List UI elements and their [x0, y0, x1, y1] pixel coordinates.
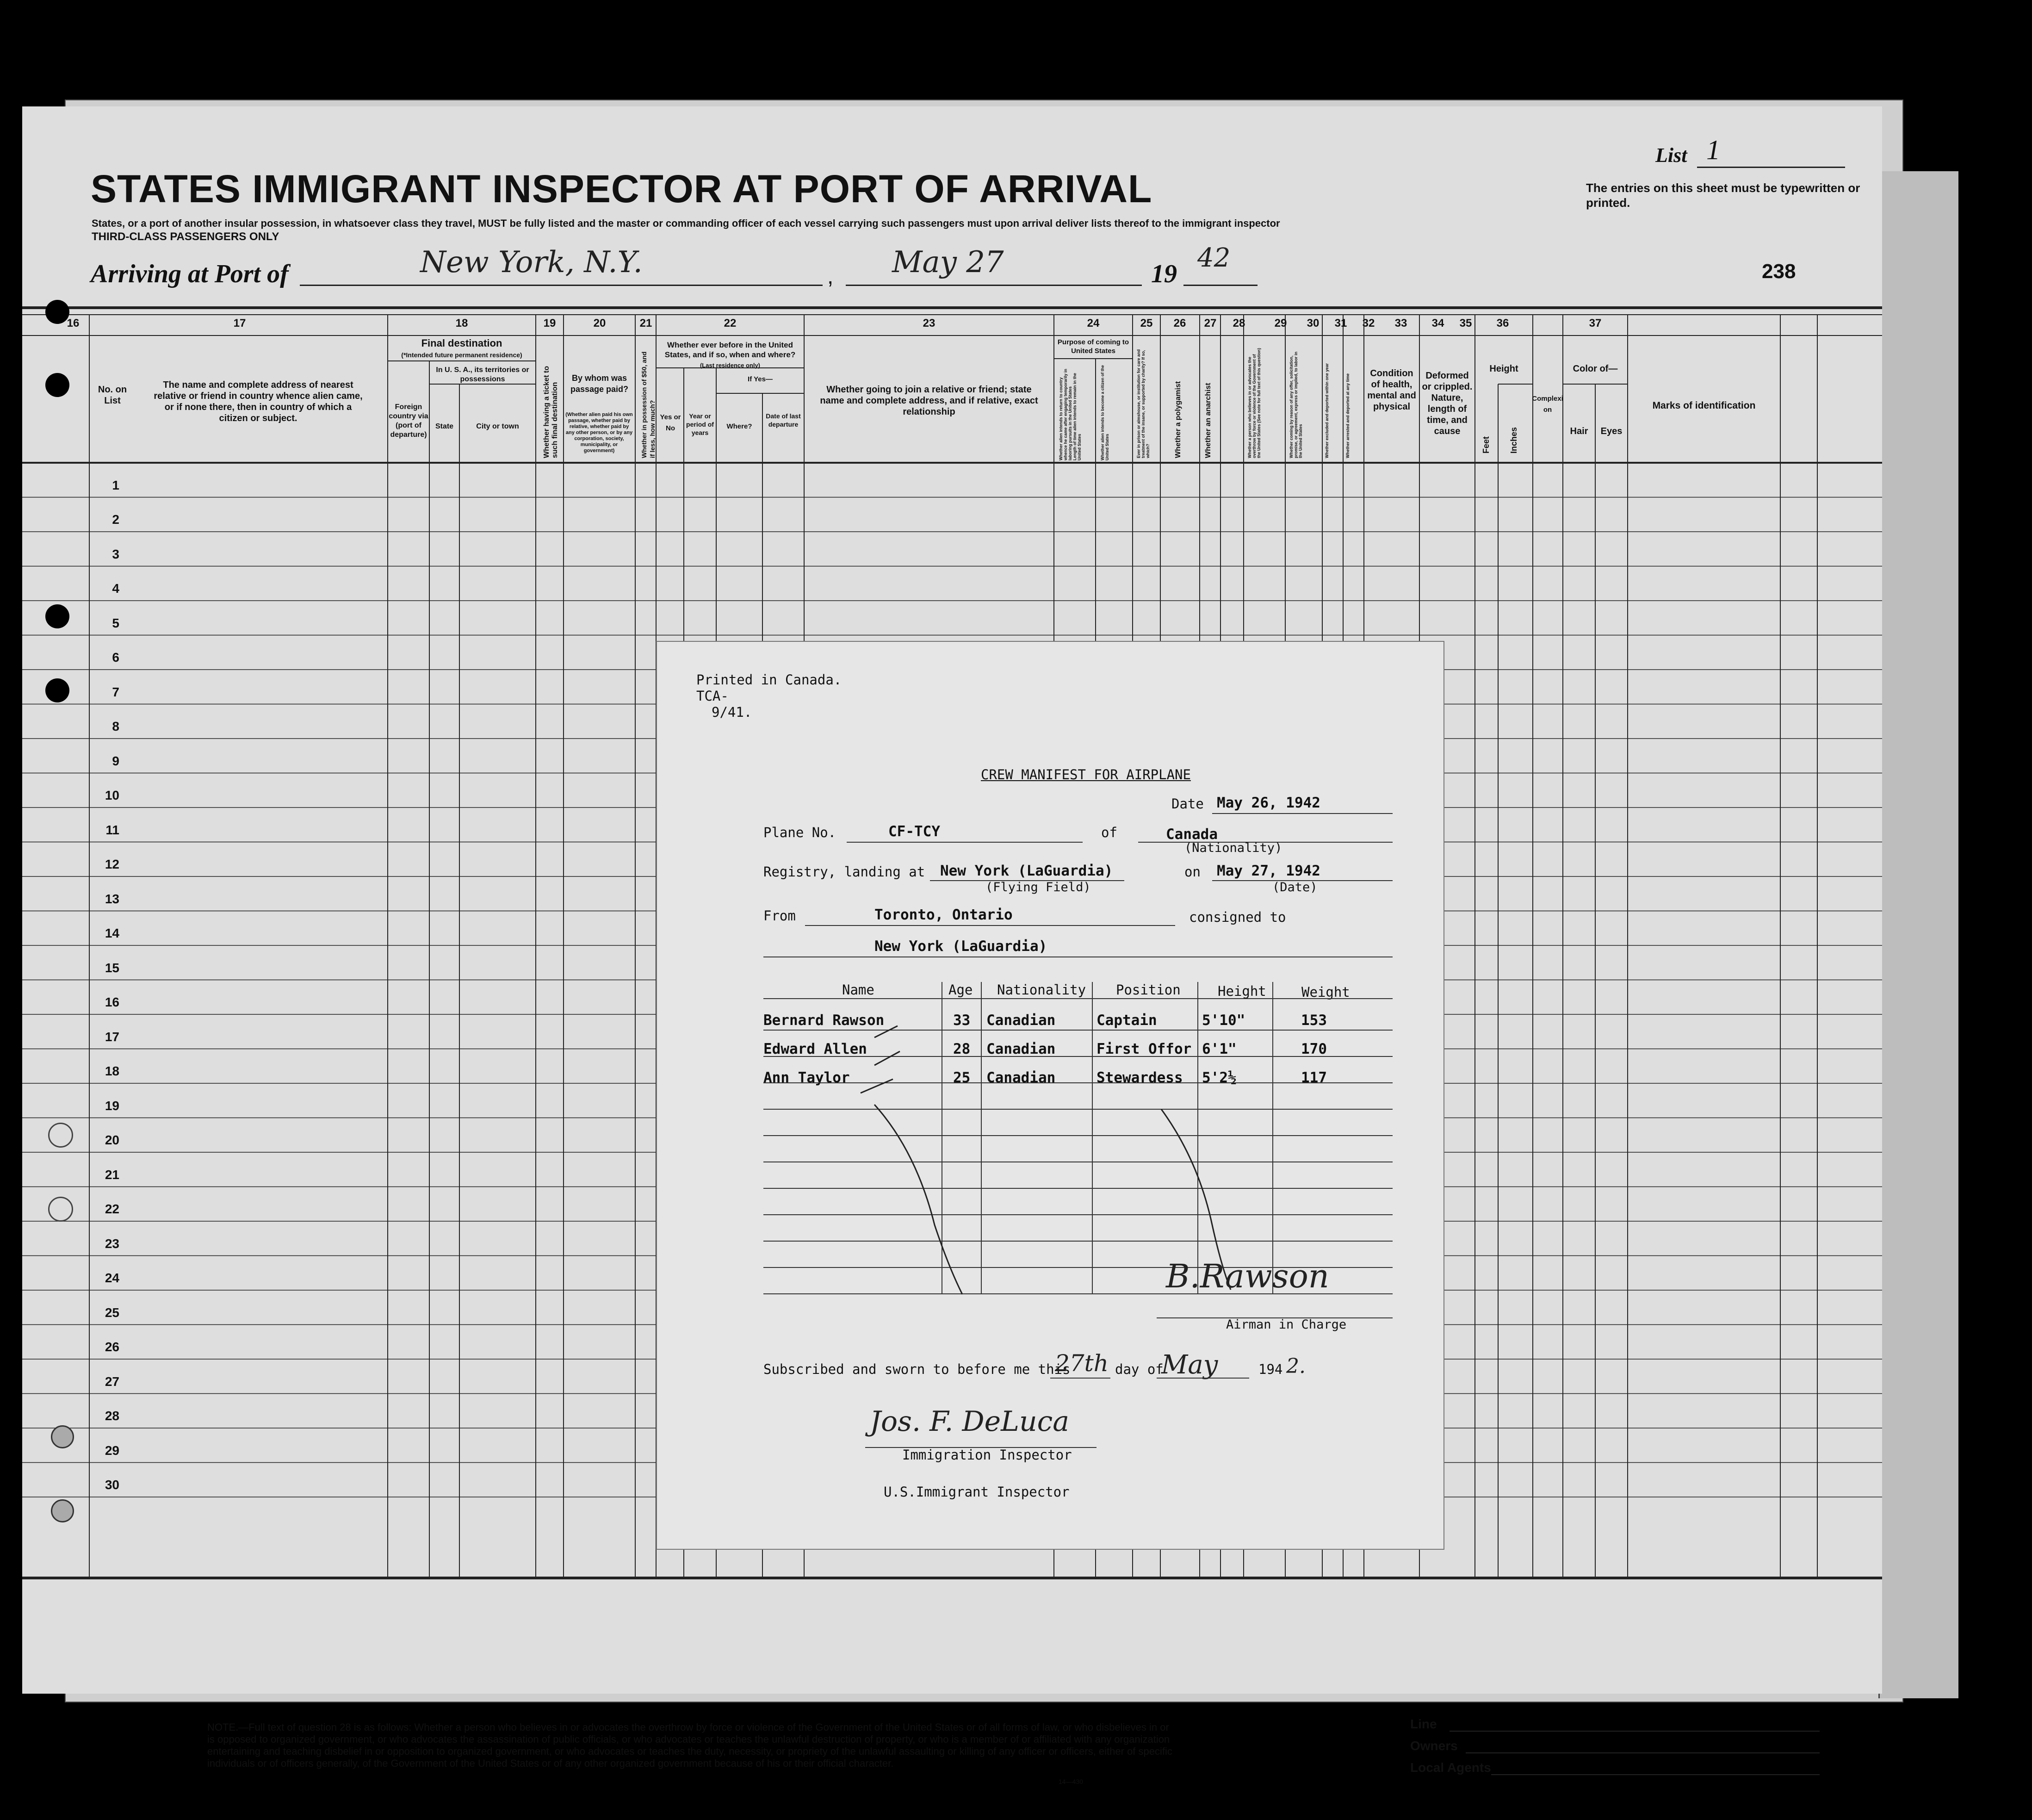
- col-num-34: 34: [1431, 317, 1444, 329]
- of-label: of: [1101, 825, 1117, 840]
- inspector-stamp: U.S.Immigrant Inspector: [884, 1484, 1070, 1500]
- list-label: List: [1655, 144, 1687, 167]
- row-number: 11: [105, 822, 119, 837]
- col-num-17: 17: [233, 317, 246, 329]
- row-number: 2: [112, 512, 119, 527]
- crew-cell-position: First Offor: [1097, 1041, 1192, 1057]
- row-number: 29: [105, 1443, 119, 1458]
- date-label: Date: [1171, 796, 1204, 812]
- row-number: 7: [112, 684, 119, 699]
- col-num-19: 19: [543, 317, 556, 329]
- from-value: Toronto, Ontario: [874, 907, 1013, 923]
- row-number: 14: [105, 926, 119, 940]
- col-num-29: 29: [1274, 317, 1287, 329]
- hdr-c18-state: State: [435, 422, 454, 430]
- hdr-c22-yesno: Yes or No: [660, 413, 681, 432]
- owners-label: Owners: [1410, 1739, 1458, 1753]
- hdr-c28: Whether a person who believes in or advocates the overthrow by force or violence of the Government of the United States (See note for full text of this question): [1247, 348, 1261, 458]
- binder-hole: [45, 300, 69, 324]
- registry-label: Registry, landing at: [763, 864, 925, 880]
- hdr-no-on-list: No. on List: [98, 385, 127, 406]
- crew-cell-age: 25: [953, 1069, 971, 1086]
- row-number: 18: [105, 1064, 119, 1078]
- plane-label: Plane No.: [763, 825, 836, 840]
- crew-cell-height: 5'2½: [1202, 1069, 1237, 1086]
- crew-cell-height: 6'1": [1202, 1041, 1237, 1057]
- row-number: 20: [105, 1133, 119, 1147]
- on-label: on: [1184, 864, 1201, 880]
- hdr-c30: Whether excluded and deported within one year: [1325, 363, 1329, 458]
- hdr-c24-title: Purpose of coming to United States: [1057, 338, 1129, 355]
- crew-cell-position: Stewardess: [1097, 1069, 1183, 1086]
- hdr-c34-inches: Inches: [1509, 427, 1518, 453]
- crew-cell-weight: 153: [1301, 1012, 1327, 1029]
- row-number: 1: [112, 478, 119, 492]
- row-number: 21: [105, 1167, 119, 1182]
- hdr-c35: Complexion: [1532, 395, 1563, 414]
- col-num-25: 25: [1140, 317, 1153, 329]
- list-number: 1: [1706, 135, 1720, 165]
- binder-hole: [45, 373, 69, 397]
- manifest-form-sheet: [22, 106, 1882, 1785]
- binder-hole: [45, 678, 69, 702]
- landing-date-value: May 27, 1942: [1217, 863, 1320, 879]
- year-handwritten: 42: [1197, 243, 1231, 273]
- binder-hole-reinforced: [51, 1499, 74, 1522]
- sworn-month-underline: [1157, 1378, 1249, 1379]
- hdr-c33: Deformed or crippled. Nature, length of time, and cause: [1422, 371, 1473, 436]
- col-num-33: 33: [1394, 317, 1407, 329]
- col-num-35: 35: [1459, 317, 1472, 329]
- crew-cell-weight: 170: [1301, 1041, 1327, 1057]
- col-num-22: 22: [724, 317, 737, 329]
- crew-cell-age: 28: [953, 1041, 971, 1057]
- col-num-18: 18: [455, 317, 468, 329]
- entries-note: The entries on this sheet must be typewritten or printed.: [1586, 181, 1860, 210]
- crew-cell-age: 33: [953, 1012, 971, 1029]
- hdr-c36-title: Color of—: [1573, 364, 1618, 374]
- airman-label: Airman in Charge: [1226, 1317, 1347, 1332]
- hdr-c18-foreign: Foreign country via (port of departure): [389, 403, 428, 439]
- crew-cell-name: Ann Taylor: [763, 1069, 850, 1086]
- row-number: 25: [105, 1305, 119, 1320]
- printed-in-label: Printed in Canada.: [696, 672, 842, 688]
- form-code-2: 9/41.: [712, 704, 752, 720]
- hdr-c18-title: Final destination: [421, 337, 502, 349]
- row-number: 24: [105, 1271, 119, 1285]
- row-number: 30: [105, 1478, 119, 1492]
- row-number: 6: [112, 650, 119, 665]
- row-number: 27: [105, 1374, 119, 1389]
- hdr-c29: Whether coming by reason of any offer, solicitation, promise, or agreement, express or implied, to labor in the United States: [1289, 351, 1303, 458]
- th-weight: Weight: [1301, 984, 1350, 1000]
- row-number: 10: [105, 788, 119, 802]
- hdr-c31: Whether arrested and deported at any time: [1345, 373, 1350, 458]
- comma: ,: [827, 264, 834, 289]
- background-sheet-edge: [1878, 171, 1958, 1698]
- inspector-signature: Jos. F. DeLuca: [870, 1405, 1070, 1438]
- day-of-label: day of: [1115, 1361, 1164, 1377]
- hdr-c22-ifyes: If Yes—: [748, 375, 773, 383]
- sworn-year-hand: 2.: [1286, 1354, 1306, 1378]
- row-number: 13: [105, 891, 119, 906]
- binder-hole-reinforced: [48, 1123, 73, 1148]
- hdr-c20-title: By whom was passage paid?: [570, 373, 629, 394]
- hdr-c22-year: Year or period of years: [686, 412, 714, 436]
- binder-hole: [45, 604, 69, 628]
- year-printed: 19: [1151, 260, 1177, 288]
- hdr-c24-c: Whether alien intends to become a citizen of the United States: [1100, 365, 1109, 460]
- binder-hole-reinforced: [51, 1425, 74, 1448]
- manifest-title: CREW MANIFEST FOR AIRPLANE: [981, 767, 1191, 783]
- page-number: 238: [1762, 260, 1796, 283]
- col-num-30: 30: [1307, 317, 1320, 329]
- date-value: May 26, 1942: [1217, 795, 1320, 811]
- col-num-37: 37: [1589, 317, 1602, 329]
- row-number: 26: [105, 1340, 119, 1354]
- th-name: Name: [842, 982, 874, 998]
- crew-cell-name: Bernard Rawson: [763, 1012, 885, 1029]
- sworn-year-printed: 194: [1258, 1361, 1283, 1377]
- col-num-27: 27: [1204, 317, 1217, 329]
- hdr-c25: Ever in prison or almshouse, or institution for care and treatment of the insane, or supported by charity? If so, which?: [1136, 349, 1150, 458]
- flying-field-label: (Flying Field): [985, 880, 1091, 894]
- col-num-26: 26: [1173, 317, 1186, 329]
- binder-hole-reinforced: [48, 1197, 73, 1222]
- agents-underline: [1491, 1774, 1820, 1775]
- crew-cell-weight: 117: [1301, 1069, 1327, 1086]
- col-num-31: 31: [1334, 317, 1347, 329]
- footer-note: NOTE.—Full text of question 28 is as follows: Whether a person who believes in or advocates the overthrow by force or violence of the Government of the United States or of all forms of law, or who disbelieves in or is opposed to organized government, or who advocates the assassination of public officials, or who advocates or teaches the unlawful destruction of property, or who is a member of or affiliated with any organization entertaining and teaching disbelief in or opposition to organized government, or who advocates or teaches the duty, necessity, or propriety of the unlawful assaulting or killing of any officer or officers, either of specific individuals or of officers generally, of the Government of the United States or of any other organized government because of his or their official character.: [207, 1721, 1172, 1769]
- landing-value: New York (LaGuardia): [940, 863, 1113, 879]
- crew-cell-nationality: Canadian: [986, 1041, 1056, 1057]
- crew-cell-height: 5'10": [1202, 1012, 1245, 1029]
- hdr-c23: Whether going to join a relative or friend; state name and complete address, and if relative, exact relationship: [820, 385, 1038, 417]
- row-number: 8: [112, 719, 119, 733]
- row-number: 12: [105, 857, 119, 871]
- inspector-label: Immigration Inspector: [902, 1447, 1072, 1463]
- hdr-c24-a: Whether alien intends to return to country whence he came after engaging temporarily in laboring pursuits in the United States: [1059, 368, 1072, 460]
- airman-signature: B.Rawson: [1166, 1257, 1329, 1295]
- col-num-36: 36: [1496, 317, 1509, 329]
- row-number: 23: [105, 1236, 119, 1251]
- hdr-c32: Condition of health, mental and physical: [1367, 368, 1416, 412]
- crew-cell-nationality: Canadian: [986, 1069, 1056, 1086]
- owners-underline: [1466, 1752, 1820, 1753]
- crew-cell-nationality: Canadian: [986, 1012, 1056, 1029]
- plane-value: CF-TCY: [888, 823, 940, 840]
- hdr-c37: Marks of identification: [1652, 400, 1756, 411]
- consigned-value: New York (LaGuardia): [874, 938, 1047, 955]
- from-label: From: [763, 908, 796, 924]
- hdr-c36-eyes: Eyes: [1600, 426, 1623, 436]
- hdr-c18-sub: (*Intended future permanent residence): [401, 351, 522, 359]
- hdr-c17: The name and complete address of nearest relative or friend in country whence alien came, or if none there, then in country of which a citizen or subject.: [154, 380, 363, 423]
- footer-form-code: 14—430: [1059, 1778, 1083, 1785]
- row-number: 17: [105, 1029, 119, 1044]
- consigned-label: consigned to: [1189, 909, 1286, 925]
- sworn-day: 27th: [1055, 1350, 1109, 1377]
- th-age: Age: [948, 982, 973, 998]
- row-number: 5: [112, 615, 119, 630]
- th-nationality: Nationality: [997, 982, 1086, 998]
- sworn-month: May: [1161, 1350, 1218, 1380]
- th-position: Position: [1116, 982, 1181, 998]
- row-number: 19: [105, 1098, 119, 1113]
- row-number: 15: [105, 960, 119, 975]
- row-number: 9: [112, 753, 119, 768]
- hdr-c18-city: City or town: [476, 422, 519, 430]
- hdr-c19: Whether having a ticket to such final destination: [543, 366, 559, 458]
- hdr-c18-usa: In U. S. A., its territories or possessions: [436, 366, 529, 383]
- form-title: STATES IMMIGRANT INSPECTOR AT PORT OF ARRIVAL: [91, 167, 1152, 211]
- crew-cell-position: Captain: [1097, 1012, 1157, 1029]
- row-number: 3: [112, 547, 119, 561]
- port-handwritten: New York, N.Y.: [420, 245, 643, 280]
- row-number: 4: [112, 581, 119, 596]
- col-num-28: 28: [1233, 317, 1245, 329]
- line-underline: [1450, 1731, 1820, 1732]
- hdr-c22-title: Whether ever before in the United States, and if so, when and where?: [664, 341, 796, 359]
- hdr-c26: Whether a polygamist: [1174, 381, 1182, 458]
- col-num-21: 21: [639, 317, 652, 329]
- hdr-c34-feet: Feet: [1481, 436, 1491, 453]
- crew-manifest-insert: [656, 641, 1444, 1550]
- row-number: 22: [105, 1202, 119, 1216]
- col-num-23: 23: [923, 317, 935, 329]
- subscribed-text: Subscribed and sworn to before me this: [763, 1361, 1071, 1377]
- col-num-24: 24: [1087, 317, 1100, 329]
- form-code-1: TCA-: [696, 688, 729, 704]
- hdr-c34-title: Height: [1489, 364, 1518, 374]
- hdr-c21: Whether in possession of $50, and if less, how much?: [640, 351, 656, 458]
- nationality-value: Canada: [1166, 826, 1218, 843]
- line-label: Line: [1410, 1717, 1437, 1731]
- form-subtitle-line2: THIRD-CLASS PASSENGERS ONLY: [92, 230, 279, 243]
- date-sub-label: (Date): [1272, 880, 1318, 894]
- nationality-label: (Nationality): [1184, 841, 1282, 855]
- col-num-32: 32: [1362, 317, 1375, 329]
- hdr-c22-date: Date of last departure: [766, 412, 801, 428]
- arriving-label: Arriving at Port of: [91, 260, 289, 288]
- row-number: 28: [105, 1409, 119, 1423]
- sworn-day-underline: [1050, 1378, 1110, 1379]
- agents-label: Local Agents: [1410, 1760, 1491, 1775]
- hdr-c27: Whether an anarchist: [1204, 383, 1212, 458]
- crew-cell-name: Edward Allen: [763, 1041, 867, 1057]
- col-num-20: 20: [593, 317, 606, 329]
- hdr-c22-sub: (Last residence only): [700, 362, 761, 369]
- form-subtitle-line1: States, or a port of another insular possession, in whatsoever class they travel, MUST be fully listed and the master or commanding officer of each vessel carrying such passengers must upon arrival deliver lists thereof to the immigrant inspector: [92, 217, 1280, 229]
- hdr-c20-sub: (Whether alien paid his own passage, whether paid by relative, whether paid by any other person, or by any corporation, society, municipality, or government): [565, 412, 633, 453]
- th-height: Height: [1218, 983, 1266, 999]
- hdr-c36-hair: Hair: [1570, 426, 1588, 436]
- hdr-c24-b: Length of time alien intends to remain in the United States: [1072, 373, 1082, 460]
- col-num-16: 16: [67, 317, 80, 329]
- date-handwritten: May 27: [892, 245, 1004, 280]
- hdr-c22-where: Where?: [726, 422, 752, 430]
- row-number: 16: [105, 995, 119, 1009]
